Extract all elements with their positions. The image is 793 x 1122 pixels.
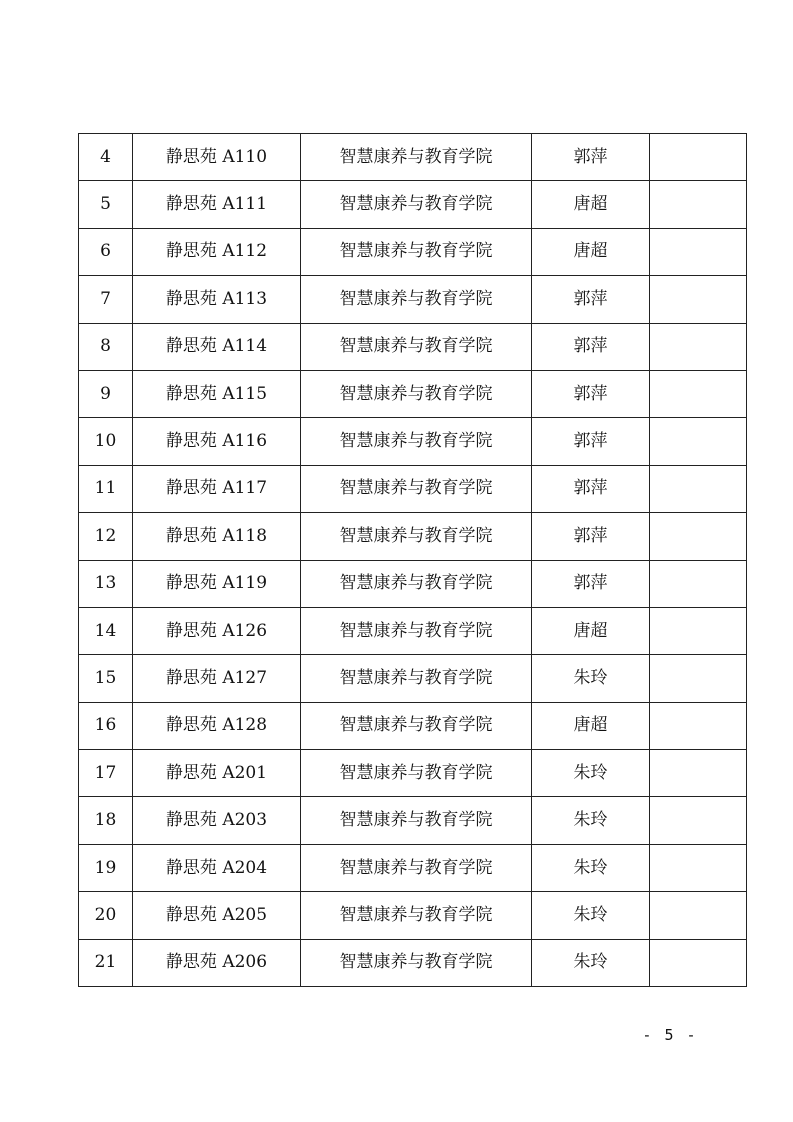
dormitory-table (78, 133, 747, 987)
person-cell: 朱玲 (532, 844, 650, 891)
person-cell: 郭萍 (532, 418, 650, 465)
page-number: - 5 - (642, 1026, 698, 1044)
table-row (79, 276, 747, 323)
note-cell (650, 465, 747, 512)
person-cell: 唐超 (532, 607, 650, 654)
college-cell: 智慧康养与教育学院 (301, 892, 532, 939)
row-number-cell: 11 (79, 465, 133, 512)
note-cell (650, 323, 747, 370)
person-cell: 郭萍 (532, 276, 650, 323)
table-row (79, 702, 747, 749)
room-cell: 静思苑 A119 (133, 560, 301, 607)
note-cell (650, 418, 747, 465)
college-cell: 智慧康养与教育学院 (301, 655, 532, 702)
college-cell: 智慧康养与教育学院 (301, 560, 532, 607)
person-cell: 郭萍 (532, 323, 650, 370)
row-number-cell: 13 (79, 560, 133, 607)
row-number-cell: 8 (79, 323, 133, 370)
college-cell: 智慧康养与教育学院 (301, 228, 532, 275)
person-cell: 郭萍 (532, 560, 650, 607)
college-cell: 智慧康养与教育学院 (301, 702, 532, 749)
table-row (79, 513, 747, 560)
row-number-cell: 6 (79, 228, 133, 275)
table-row (79, 370, 747, 417)
room-cell: 静思苑 A117 (133, 465, 301, 512)
table-row (79, 844, 747, 891)
note-cell (650, 607, 747, 654)
table-row (79, 323, 747, 370)
note-cell (650, 370, 747, 417)
room-cell: 静思苑 A116 (133, 418, 301, 465)
table-row (79, 655, 747, 702)
row-number-cell: 4 (79, 134, 133, 181)
person-cell: 朱玲 (532, 797, 650, 844)
person-cell: 郭萍 (532, 370, 650, 417)
room-cell: 静思苑 A110 (133, 134, 301, 181)
college-cell: 智慧康养与教育学院 (301, 418, 532, 465)
college-cell: 智慧康养与教育学院 (301, 607, 532, 654)
table-row (79, 465, 747, 512)
college-cell: 智慧康养与教育学院 (301, 134, 532, 181)
note-cell (650, 560, 747, 607)
room-cell: 静思苑 A112 (133, 228, 301, 275)
note-cell (650, 797, 747, 844)
person-cell: 朱玲 (532, 655, 650, 702)
table-row (79, 607, 747, 654)
college-cell: 智慧康养与教育学院 (301, 750, 532, 797)
room-cell: 静思苑 A206 (133, 939, 301, 986)
row-number-cell: 19 (79, 844, 133, 891)
college-cell: 智慧康养与教育学院 (301, 797, 532, 844)
note-cell (650, 134, 747, 181)
note-cell (650, 513, 747, 560)
note-cell (650, 655, 747, 702)
row-number-cell: 21 (79, 939, 133, 986)
row-number-cell: 18 (79, 797, 133, 844)
college-cell: 智慧康养与教育学院 (301, 465, 532, 512)
table-row (79, 228, 747, 275)
college-cell: 智慧康养与教育学院 (301, 370, 532, 417)
room-cell: 静思苑 A127 (133, 655, 301, 702)
note-cell (650, 181, 747, 228)
table-row (79, 560, 747, 607)
person-cell: 郭萍 (532, 465, 650, 512)
person-cell: 朱玲 (532, 892, 650, 939)
person-cell: 唐超 (532, 181, 650, 228)
row-number-cell: 16 (79, 702, 133, 749)
room-cell: 静思苑 A113 (133, 276, 301, 323)
note-cell (650, 228, 747, 275)
room-cell: 静思苑 A118 (133, 513, 301, 560)
room-cell: 静思苑 A203 (133, 797, 301, 844)
room-cell: 静思苑 A201 (133, 750, 301, 797)
table-row (79, 797, 747, 844)
room-cell: 静思苑 A128 (133, 702, 301, 749)
table-row (79, 181, 747, 228)
table-body (79, 134, 747, 987)
college-cell: 智慧康养与教育学院 (301, 276, 532, 323)
row-number-cell: 17 (79, 750, 133, 797)
row-number-cell: 14 (79, 607, 133, 654)
row-number-cell: 20 (79, 892, 133, 939)
table-row (79, 939, 747, 986)
college-cell: 智慧康养与教育学院 (301, 181, 532, 228)
row-number-cell: 5 (79, 181, 133, 228)
row-number-cell: 12 (79, 513, 133, 560)
note-cell (650, 939, 747, 986)
room-cell: 静思苑 A205 (133, 892, 301, 939)
table-row (79, 750, 747, 797)
college-cell: 智慧康养与教育学院 (301, 323, 532, 370)
room-cell: 静思苑 A111 (133, 181, 301, 228)
row-number-cell: 7 (79, 276, 133, 323)
row-number-cell: 10 (79, 418, 133, 465)
room-cell: 静思苑 A114 (133, 323, 301, 370)
college-cell: 智慧康养与教育学院 (301, 513, 532, 560)
person-cell: 郭萍 (532, 513, 650, 560)
row-number-cell: 15 (79, 655, 133, 702)
note-cell (650, 276, 747, 323)
room-cell: 静思苑 A115 (133, 370, 301, 417)
person-cell: 朱玲 (532, 750, 650, 797)
room-cell: 静思苑 A204 (133, 844, 301, 891)
row-number-cell: 9 (79, 370, 133, 417)
note-cell (650, 750, 747, 797)
note-cell (650, 702, 747, 749)
person-cell: 朱玲 (532, 939, 650, 986)
person-cell: 郭萍 (532, 134, 650, 181)
table-row (79, 134, 747, 181)
note-cell (650, 892, 747, 939)
college-cell: 智慧康养与教育学院 (301, 939, 532, 986)
person-cell: 唐超 (532, 702, 650, 749)
table-row (79, 418, 747, 465)
college-cell: 智慧康养与教育学院 (301, 844, 532, 891)
room-cell: 静思苑 A126 (133, 607, 301, 654)
person-cell: 唐超 (532, 228, 650, 275)
note-cell (650, 844, 747, 891)
table-row (79, 892, 747, 939)
